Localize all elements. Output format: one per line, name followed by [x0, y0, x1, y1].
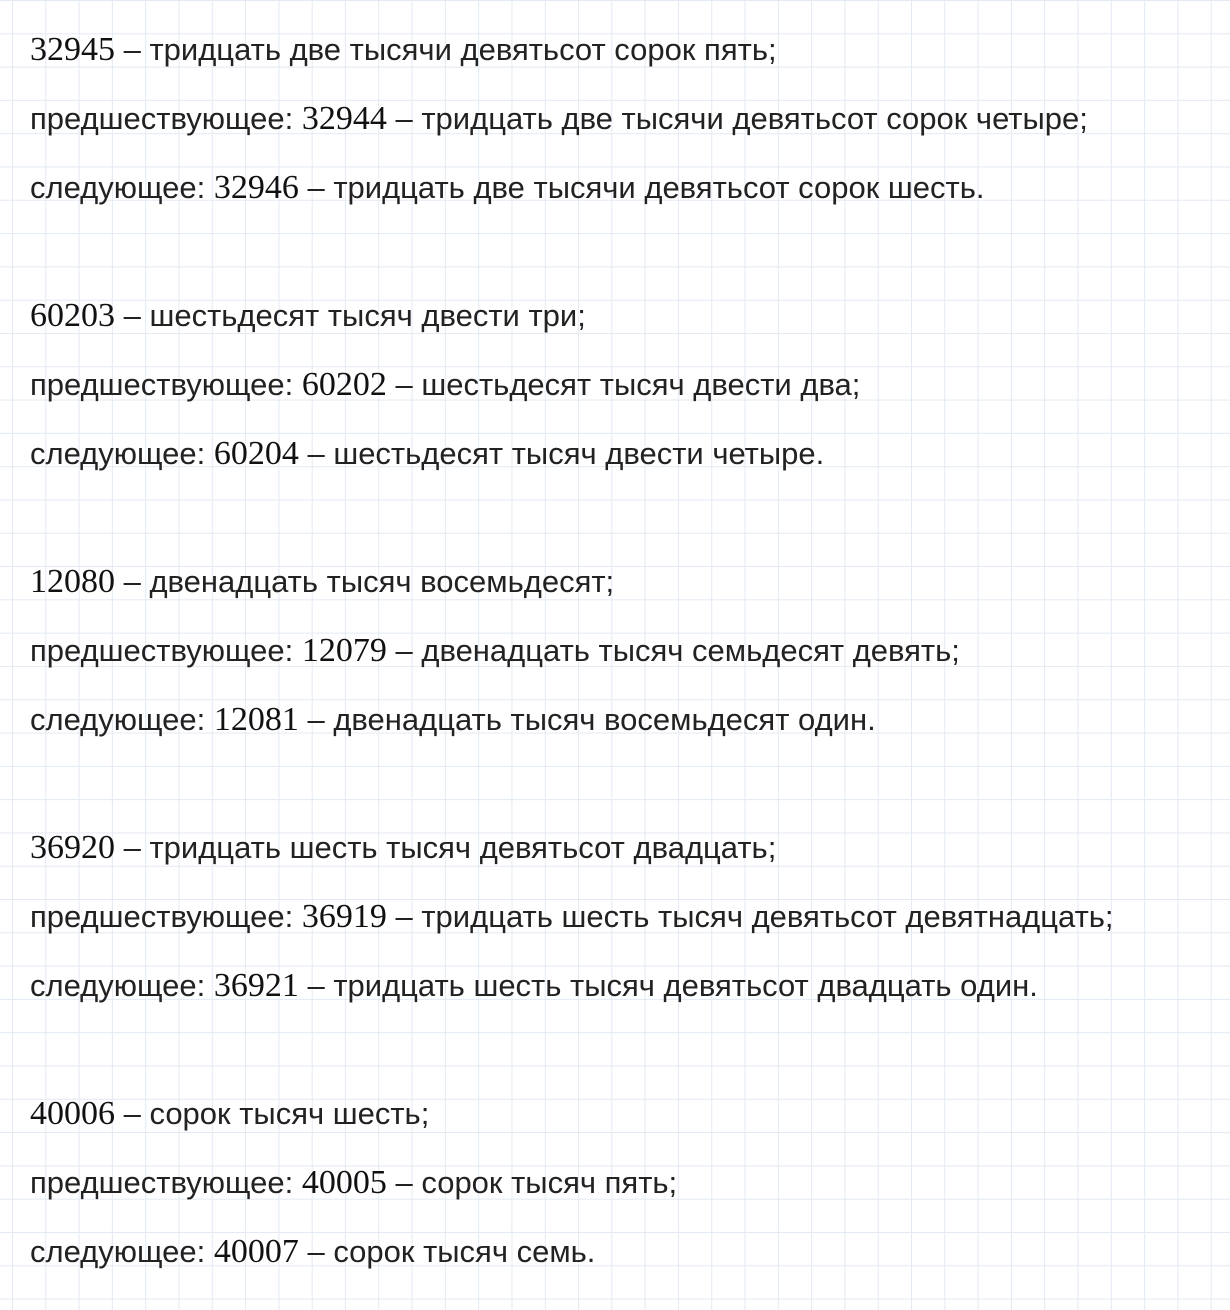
number-line-previous	[30, 99, 1088, 139]
number-value: 36920	[30, 829, 115, 866]
next-label: следующее:	[30, 436, 214, 471]
number-value: 32945	[30, 31, 115, 68]
number-line-main	[30, 828, 776, 868]
number-line-previous	[30, 1163, 677, 1203]
number-line-main	[30, 296, 586, 336]
number-value: 40005	[301, 1164, 387, 1201]
number-line-main	[30, 30, 777, 70]
number-line-previous	[30, 897, 1114, 937]
previous-label: предшествующее:	[30, 899, 302, 934]
number-value: 32944	[301, 100, 387, 137]
number-value: 12081	[213, 701, 299, 738]
number-words: – сорок тысяч семь.	[298, 1234, 596, 1269]
previous-label: предшествующее:	[30, 101, 302, 136]
number-words: – двенадцать тысяч восемьдесят один.	[298, 702, 876, 737]
number-value: 40006	[30, 1095, 115, 1132]
number-words: – сорок тысяч пять;	[386, 1165, 678, 1200]
number-value: 40007	[213, 1233, 299, 1270]
number-words: – тридцать шесть тысяч девятьсот девятнадцать;	[386, 899, 1114, 934]
previous-label: предшествующее:	[30, 633, 302, 668]
number-line-next	[30, 1232, 595, 1272]
next-label: следующее:	[30, 1234, 214, 1269]
next-label: следующее:	[30, 968, 214, 1003]
number-words: – тридцать шесть тысяч девятьсот двадцать;	[115, 830, 777, 865]
number-line-next	[30, 700, 876, 740]
number-words: – двенадцать тысяч восемьдесят;	[115, 564, 615, 599]
number-words: – шестьдесят тысяч двести два;	[386, 367, 861, 402]
number-value: 36921	[213, 967, 299, 1004]
number-line-previous	[30, 365, 860, 405]
number-words: – двенадцать тысяч семьдесят девять;	[386, 633, 960, 668]
number-line-next	[30, 434, 824, 474]
number-words: – шестьдесят тысяч двести три;	[115, 298, 586, 333]
number-line-previous	[30, 631, 960, 671]
next-label: следующее:	[30, 702, 214, 737]
number-value: 60203	[30, 297, 115, 334]
previous-label: предшествующее:	[30, 367, 302, 402]
number-line-main	[30, 1094, 429, 1134]
number-line-next	[30, 168, 984, 208]
number-words: – тридцать две тысячи девятьсот сорок пять;	[115, 32, 777, 67]
number-value: 36919	[301, 898, 387, 935]
number-value: 12079	[301, 632, 387, 669]
previous-label: предшествующее:	[30, 1165, 302, 1200]
number-words: – тридцать шесть тысяч девятьсот двадцать один.	[298, 968, 1038, 1003]
number-line-next	[30, 966, 1038, 1006]
number-value: 60204	[213, 435, 299, 472]
number-words: – шестьдесят тысяч двести четыре.	[298, 436, 825, 471]
number-words: – тридцать две тысячи девятьсот сорок четыре;	[386, 101, 1088, 136]
number-value: 60202	[301, 366, 387, 403]
number-line-main	[30, 562, 614, 602]
number-words: – тридцать две тысячи девятьсот сорок шесть.	[298, 170, 985, 205]
number-value: 12080	[30, 563, 115, 600]
number-words: – сорок тысяч шесть;	[115, 1096, 430, 1131]
next-label: следующее:	[30, 170, 214, 205]
number-value: 32946	[213, 169, 299, 206]
